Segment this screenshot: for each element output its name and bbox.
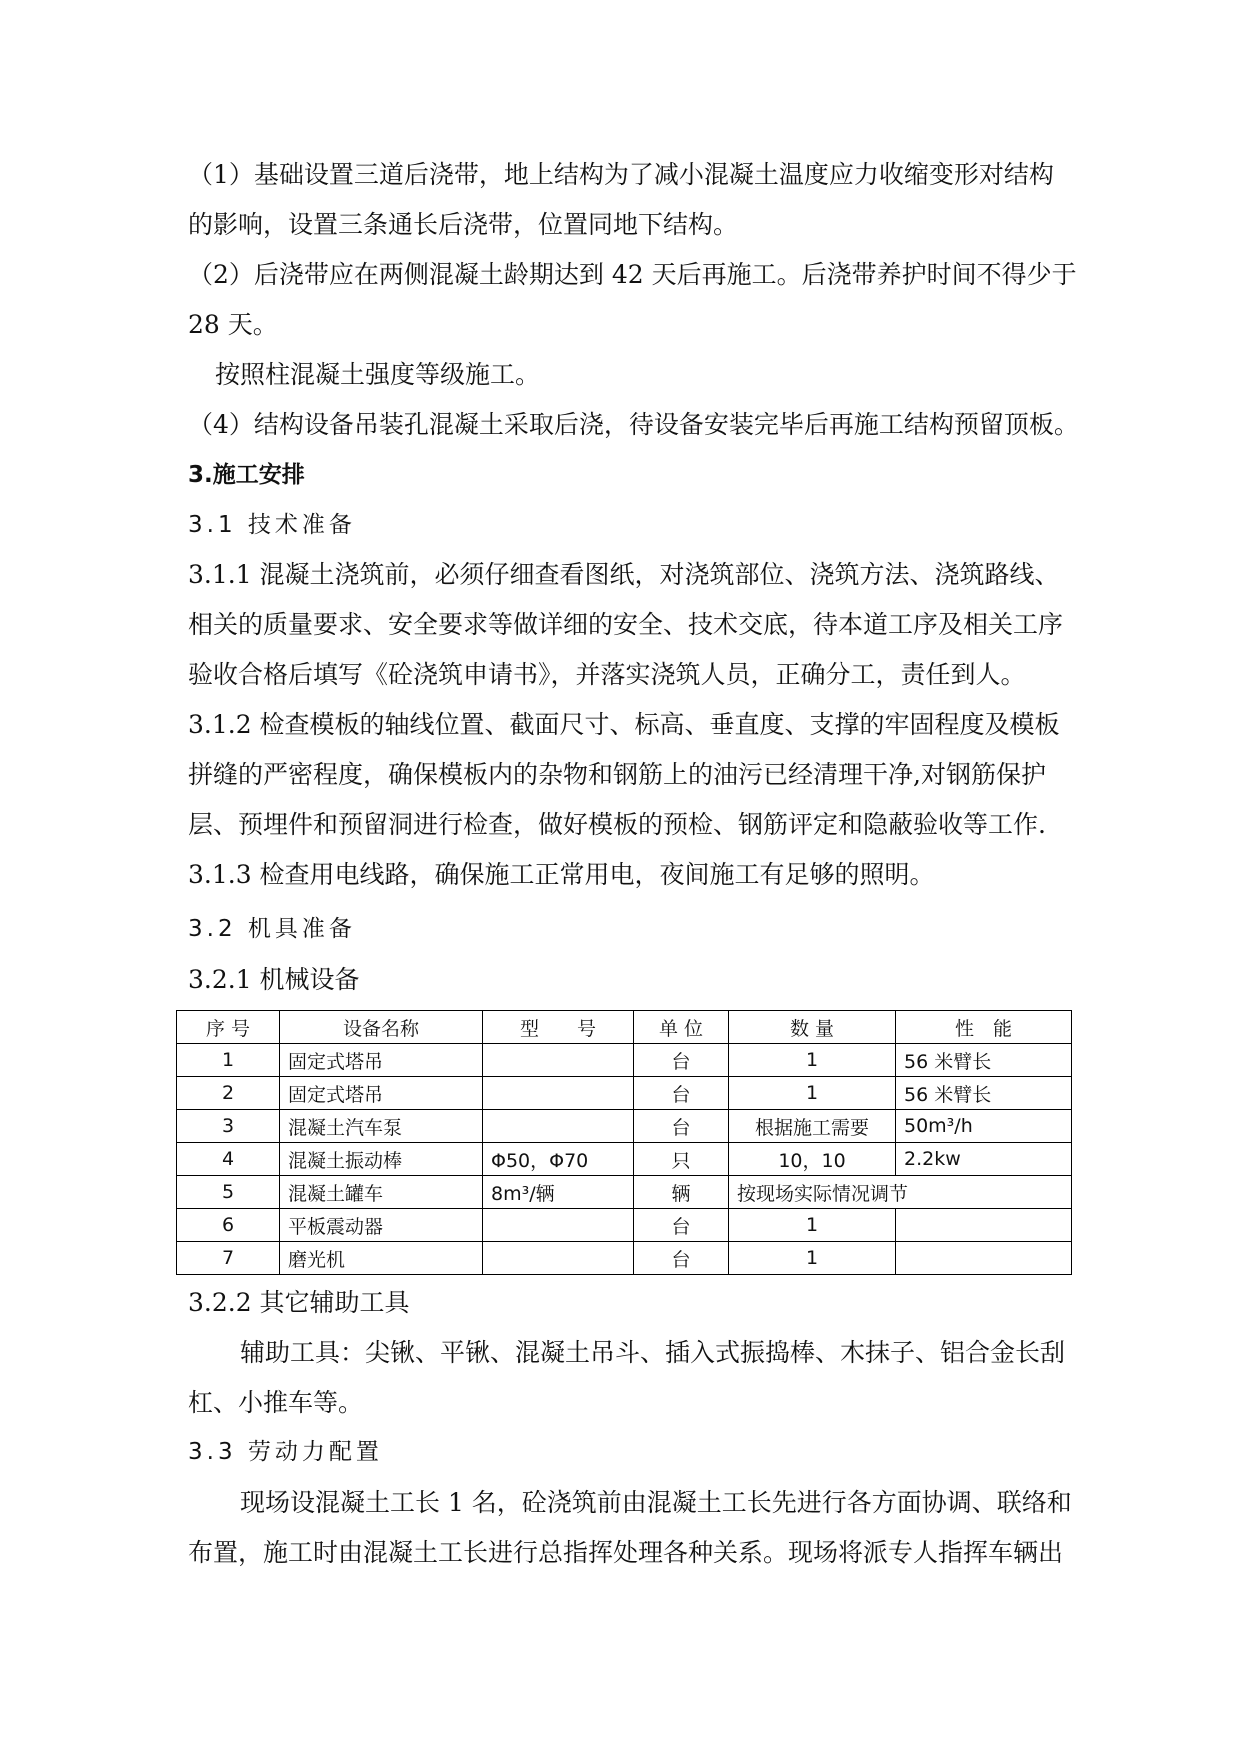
line-p1a: （1）基础设置三道后浇带，地上结构为了减小混凝土温度应力收缩变形对结构 (188, 160, 1054, 189)
cell-qty-merged: 按现场实际情况调节 (729, 1176, 1072, 1209)
cell-unit: 台 (634, 1209, 729, 1242)
col-header-name: 设备名称 (280, 1011, 483, 1044)
line-p4: （4）结构设备吊装孔混凝土采取后浇，待设备安装完毕后再施工结构预留顶板。 (188, 410, 1079, 439)
cell-perf: 56 米臂长 (896, 1077, 1072, 1110)
cell-perf: 56 米臂长 (896, 1044, 1072, 1077)
cell-unit: 台 (634, 1110, 729, 1143)
table-row (177, 1242, 1072, 1275)
table-row (177, 1176, 1072, 1209)
heading-3-1: 3.1 技术准备 (188, 512, 356, 538)
line-p322b: 杠、小推车等。 (188, 1388, 364, 1417)
line-p2a: （2）后浇带应在两侧混凝土龄期达到 42 天后再施工。后浇带养护时间不得少于 (188, 260, 1077, 289)
cell-qty: 根据施工需要 (729, 1110, 896, 1143)
cell-name: 混凝土罐车 (280, 1176, 483, 1209)
heading-section-3: 3.施工安排 (188, 462, 305, 488)
cell-name: 磨光机 (280, 1242, 483, 1275)
line-p33b: 布置，施工时由混凝土工长进行总指挥处理各种关系。现场将派专人指挥车辆出 (188, 1538, 1064, 1567)
line-p312a: 3.1.2 检查模板的轴线位置、截面尺寸、标高、垂直度、支撑的牢固程度及模板 (188, 710, 1060, 739)
cell-unit: 辆 (634, 1176, 729, 1209)
line-p311a: 3.1.1 混凝土浇筑前，必须仔细查看图纸，对浇筑部位、浇筑方法、浇筑路线、 (188, 560, 1060, 589)
col-header-qty: 数 量 (729, 1011, 896, 1044)
cell-no: 4 (177, 1143, 280, 1176)
cell-model (483, 1044, 634, 1077)
cell-no: 5 (177, 1176, 280, 1209)
cell-no: 1 (177, 1044, 280, 1077)
col-header-model: 型 号 (483, 1011, 634, 1044)
line-p312b: 拼缝的严密程度，确保模板内的杂物和钢筋上的油污已经清理干净,对钢筋保护 (188, 760, 1046, 789)
line-p2b: 28 天。 (188, 310, 278, 339)
cell-model (483, 1077, 634, 1110)
cell-qty: 1 (729, 1044, 896, 1077)
line-p1b: 的影响，设置三条通长后浇带，位置同地下结构。 (188, 210, 739, 239)
table-row (177, 1044, 1072, 1077)
cell-qty: 1 (729, 1242, 896, 1275)
cell-no: 3 (177, 1110, 280, 1143)
heading-3-2-1: 3.2.1 机械设备 (188, 965, 360, 994)
cell-model: Φ50，Φ70 (483, 1143, 634, 1176)
cell-name: 固定式塔吊 (280, 1077, 483, 1110)
cell-unit: 台 (634, 1242, 729, 1275)
line-p313: 3.1.3 检查用电线路，确保施工正常用电，夜间施工有足够的照明。 (188, 860, 935, 889)
cell-perf (896, 1242, 1072, 1275)
cell-perf: 50m³/h (896, 1110, 1072, 1143)
cell-name: 混凝土汽车泵 (280, 1110, 483, 1143)
col-header-perf: 性 能 (896, 1011, 1072, 1044)
line-p311c: 验收合格后填写《砼浇筑申请书》，并落实浇筑人员，正确分工，责任到人。 (188, 660, 1026, 689)
cell-model (483, 1110, 634, 1143)
line-p33a: 现场设混凝土工长 1 名，砼浇筑前由混凝土工长先进行各方面协调、联络和 (240, 1488, 1072, 1517)
heading-3-2: 3.2 机具准备 (188, 916, 356, 942)
table-row (177, 1077, 1072, 1110)
line-p3: 按照柱混凝土强度等级施工。 (215, 360, 541, 389)
table-row (177, 1143, 1072, 1176)
cell-model (483, 1242, 634, 1275)
col-header-unit: 单 位 (634, 1011, 729, 1044)
cell-model (483, 1209, 634, 1242)
cell-no: 7 (177, 1242, 280, 1275)
cell-qty: 1 (729, 1077, 896, 1110)
cell-name: 固定式塔吊 (280, 1044, 483, 1077)
cell-no: 2 (177, 1077, 280, 1110)
cell-no: 6 (177, 1209, 280, 1242)
cell-perf (896, 1209, 1072, 1242)
col-header-no: 序 号 (177, 1011, 280, 1044)
line-p312c: 层、预埋件和预留洞进行检查，做好模板的预检、钢筋评定和隐蔽验收等工作. (188, 810, 1046, 839)
heading-3-2-2: 3.2.2 其它辅助工具 (188, 1288, 410, 1317)
cell-unit: 只 (634, 1143, 729, 1176)
line-p322a: 辅助工具：尖锹、平锹、混凝土吊斗、插入式振捣棒、木抹子、铝合金长刮 (240, 1338, 1066, 1367)
cell-qty: 10，10 (729, 1143, 896, 1176)
cell-unit: 台 (634, 1044, 729, 1077)
cell-qty: 1 (729, 1209, 896, 1242)
table-row (177, 1209, 1072, 1242)
cell-name: 混凝土振动棒 (280, 1143, 483, 1176)
table-row (177, 1110, 1072, 1143)
cell-perf: 2.2kw (896, 1143, 1072, 1176)
heading-3-3: 3.3 劳动力配置 (188, 1439, 383, 1465)
equipment-table (176, 1010, 1072, 1275)
cell-unit: 台 (634, 1077, 729, 1110)
cell-model: 8m³/辆 (483, 1176, 634, 1209)
line-p311b: 相关的质量要求、安全要求等做详细的安全、技术交底，待本道工序及相关工序 (188, 610, 1064, 639)
table-header-row (177, 1011, 1072, 1044)
cell-name: 平板震动器 (280, 1209, 483, 1242)
